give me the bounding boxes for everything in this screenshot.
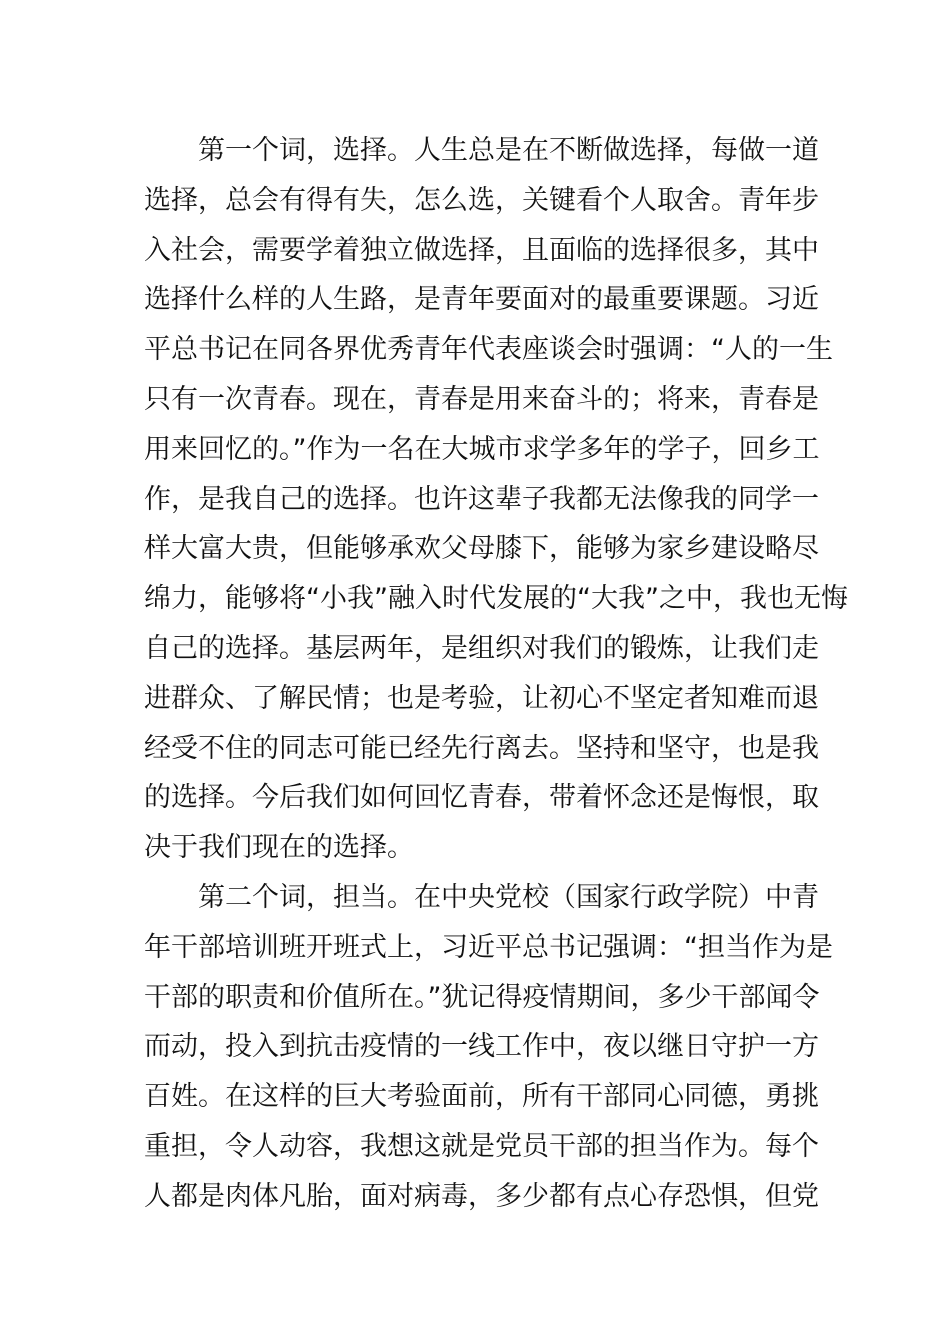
text-line: 经受不住的同志可能已经先行离去。坚持和坚守，也是我 — [144, 732, 819, 764]
text-line: 用来回忆的。”作为一名在大城市求学多年的学子，回乡工 — [144, 433, 820, 465]
document-body — [144, 126, 848, 1222]
text-line: 年干部培训班开班式上，习近平总书记强调：“担当作为是 — [144, 931, 833, 963]
text-line: 的选择。今后我们如何回忆青春，带着怀念还是悔恨，取 — [144, 782, 819, 814]
text-line: 第一个词，选择。人生总是在不断做选择，每做一道 — [198, 135, 819, 166]
text-line: 作，是我自己的选择。也许这辈子我都无法像我的同学一 — [144, 483, 819, 515]
text-line: 入社会，需要学着独立做选择，且面临的选择很多，其中 — [144, 234, 819, 266]
text-line: 人都是肉体凡胎，面对病毒，多少都有点心存恐惧，但党 — [144, 1180, 819, 1212]
text-line: 样大富大贵，但能够承欢父母膝下，能够为家乡建设略尽 — [144, 533, 819, 565]
text-line: 决于我们现在的选择。 — [144, 832, 414, 864]
paragraph-responsibility — [144, 873, 833, 1222]
text-line: 干部的职责和价值所在。”犹记得疫情期间，多少干部闻令 — [144, 981, 820, 1013]
text-line: 而动，投入到抗击疫情的一线工作中，夜以继日守护一方 — [144, 1031, 819, 1063]
text-line: 绵力，能够将“小我”融入时代发展的“大我”之中，我也无悔 — [144, 583, 848, 615]
text-line: 选择，总会有得有失，怎么选，关键看个人取舍。青年步 — [144, 184, 819, 216]
paragraph-choice — [144, 126, 848, 873]
text-line: 第二个词，担当。在中央党校（国家行政学院）中青 — [198, 881, 819, 913]
text-line: 自己的选择。基层两年，是组织对我们的锻炼，让我们走 — [144, 632, 819, 664]
text-line: 进群众、了解民情；也是考验，让初心不坚定者知难而退 — [144, 682, 819, 714]
text-line: 平总书记在同各界优秀青年代表座谈会时强调：“人的一生 — [144, 334, 833, 366]
text-line: 选择什么样的人生路，是青年要面对的最重要课题。习近 — [144, 284, 819, 316]
text-line: 百姓。在这样的巨大考验面前，所有干部同心同德，勇挑 — [144, 1081, 819, 1113]
text-line: 只有一次青春。现在，青春是用来奋斗的；将来，青春是 — [144, 383, 819, 415]
text-line: 重担，令人动容，我想这就是党员干部的担当作为。每个 — [144, 1130, 819, 1162]
